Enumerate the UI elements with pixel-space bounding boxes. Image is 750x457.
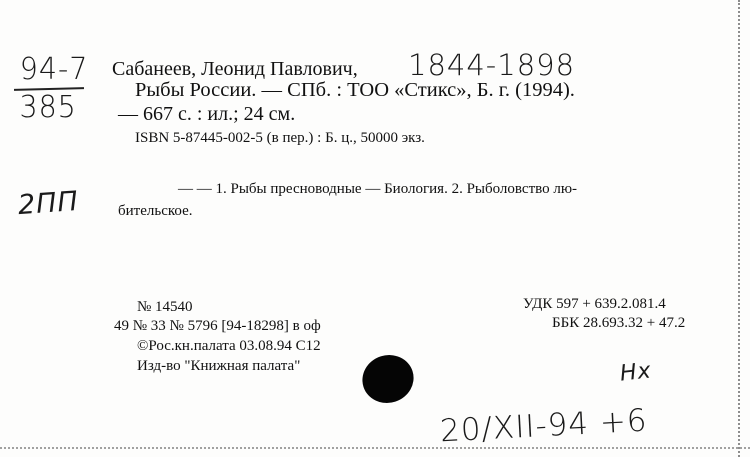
right-margin-handwritten-mark: Нх [618, 358, 653, 387]
subjects-line-1: — — 1. Рыбы пресноводные — Биология. 2. Рыболовство лю- [178, 181, 578, 197]
card-right-edge [738, 0, 750, 457]
publisher-line: Изд-во "Книжная палата" [137, 358, 301, 374]
author-dates-handwritten: 1844-1898 [408, 48, 576, 82]
registry-number: № 14540 [137, 299, 193, 315]
order-line: 49 № 33 № 5796 [94-18298] в оф [114, 318, 321, 334]
udk-classification: УДК 597 + 639.2.081.4 [523, 296, 666, 312]
card-bottom-edge [0, 447, 750, 457]
isbn-line: ISBN 5-87445-002-5 (в пер.) : Б. ц., 50000 экз. [135, 130, 425, 146]
left-margin-handwritten-mark: 2ПП [16, 185, 80, 222]
ink-stamp-dot [356, 348, 420, 409]
bottom-handwritten-date: 20/XII-94 +6 [439, 402, 649, 450]
bbk-classification: ББК 28.693.32 + 47.2 [552, 315, 686, 331]
title-line: Рыбы России. — СПб. : ТОО «Стикс», Б. г. (1994). [135, 79, 575, 101]
imprint-line: — 667 с. : ил.; 24 см. [118, 103, 296, 125]
shelf-mark-bottom: 385 [19, 90, 77, 125]
subjects-line-2: бительское. [118, 203, 193, 219]
author-heading: Сабанеев, Леонид Павлович, [112, 58, 358, 80]
shelf-mark-top: 94-7 [19, 52, 89, 87]
copyright-line: ©Рос.кн.палата 03.08.94 С12 [137, 338, 321, 354]
